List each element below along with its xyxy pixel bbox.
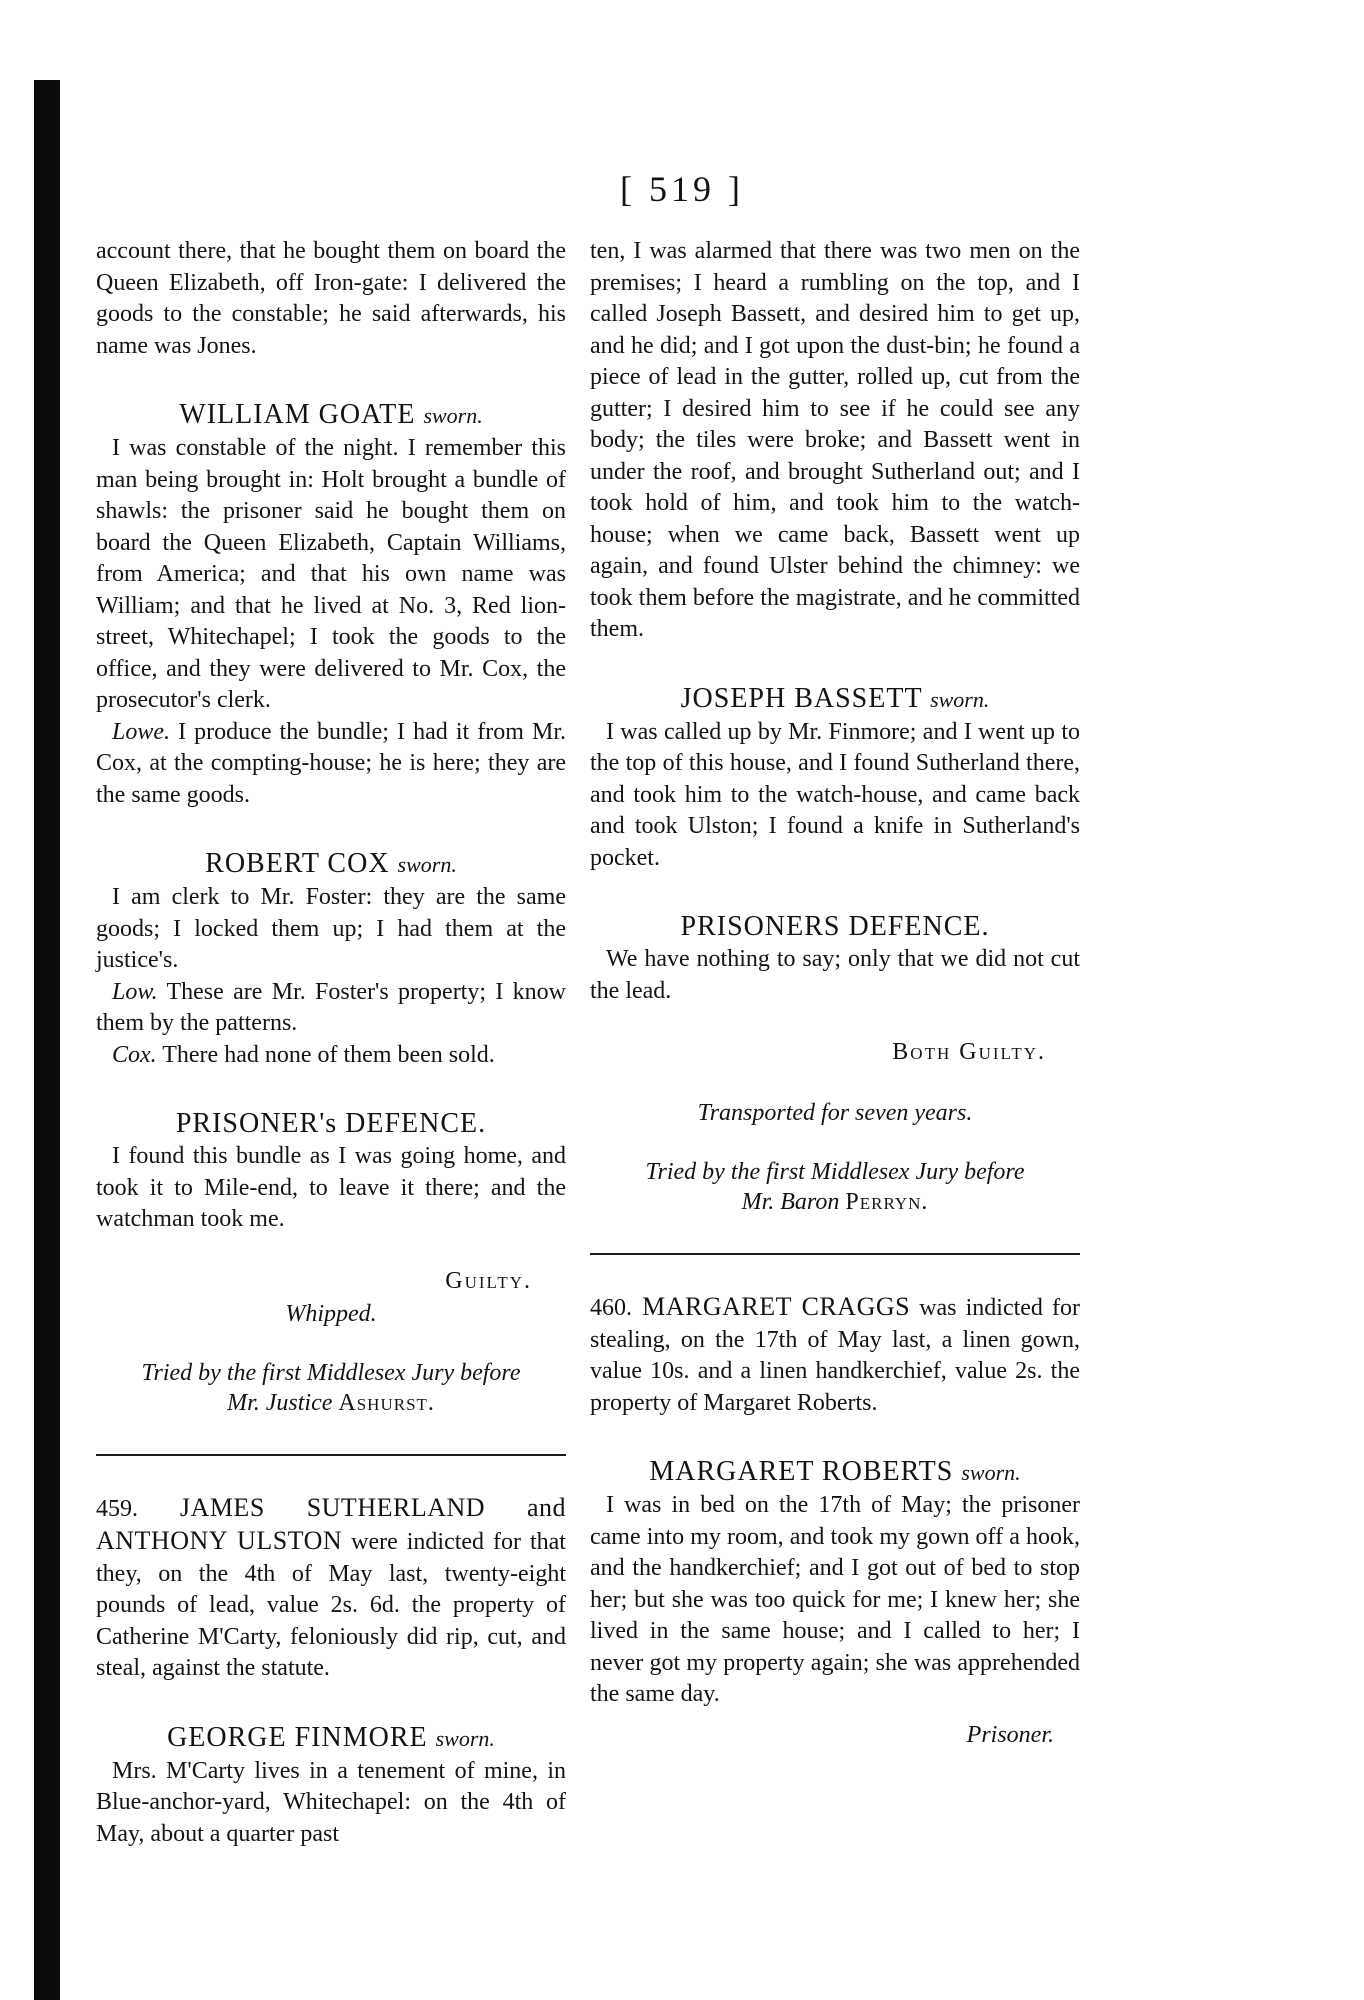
page-number: [ 519 ]: [620, 169, 744, 209]
speaker-label: Lowe.: [112, 718, 171, 745]
testimony-goate: I was constable of the night. I remember this man being brought in: Holt brought a bundle of shawls: the prisoner said he bought them on board the Queen Elizabeth, Captain Williams, from America; and that his own name was William; and that he lived at No. 3, Red lion-street, Whitechapel; I took the goods to the office, and they were delivered to Mr. Cox, the prosecutor's clerk.: [96, 435, 566, 713]
right-paragraph-1: ten, I was alarmed that there was two men on the premises; I heard a rumbling on the top, and I called Joseph Bassett, and desired him to get up, and he did; and I got upon the dust-bin; he found a piece of lead in the gutter, rolled up, cut from the gutter; I desired him to see if he could see any body; the tiles were broke; and Bassett went in under the roof, and brought Sutherland out; and I took hold of him, and took him to the watch-house; when we came back, Bassett went up again, and found Ulster behind the chimney: we took them before the magistrate, and he committed them.: [590, 238, 1080, 642]
prisoner-defence-text: I found this bundle as I was going home, and took it to Mile-end, to leave it there; and the watchman took me.: [96, 1143, 566, 1232]
sworn-label: sworn.: [930, 686, 990, 712]
right-column: [590, 236, 1080, 1751]
testimony-finmore: Mrs. M'Carty lives in a tenement of mine, in Blue-anchor-yard, Whitechapel: on the 4th of May, about a quarter past: [96, 1757, 566, 1847]
prisoner-defence-heading: PRISONER's DEFENCE.: [175, 1108, 487, 1139]
witness-heading-george-finmore: [96, 1721, 566, 1756]
witness-name: GEORGE FINMORE: [167, 1721, 428, 1753]
testimony-roberts: I was in bed on the 17th of May; the prisoner came into my room, and took my gown off a hook, and the handkerchief; and I got out of bed to stop her; but she was too quick for me; I knew her; she lived in the same house; and I called to her; I never got my property again; she was apprehended the same day.: [590, 1492, 1080, 1707]
witness-heading-william-goate: [96, 398, 566, 433]
catchword: Prisoner.: [966, 1721, 1054, 1748]
witness-heading-robert-cox: [96, 847, 566, 882]
sentence: Transported for seven years.: [697, 1100, 973, 1126]
defendant-names: MARGARET CRAGGS: [632, 1292, 911, 1321]
testimony-lowe: Lowe. I produce the bundle; I had it from Mr. Cox, at the compting-house; he is here; they are the same goods.: [96, 718, 566, 808]
case-number: 459.: [96, 1495, 138, 1522]
speaker-label: Low.: [112, 978, 158, 1005]
prisoners-defence-text: We have nothing to say; only that we did not cut the lead.: [590, 946, 1080, 1004]
verdict: Guilty.: [445, 1267, 532, 1294]
sworn-label: sworn.: [397, 852, 457, 877]
speaker-label: Cox.: [112, 1041, 157, 1068]
judge-name: Perryn.: [845, 1189, 929, 1215]
testimony-cox: I am clerk to Mr. Foster: they are the same goods; I locked them up; I had them at the justice's.: [96, 884, 566, 973]
witness-heading-joseph-bassett: [590, 682, 1080, 717]
case-459-indictment: 459. JAMES SUTHERLAND and ANTHONY ULSTON were indicted for that they, on the 4th of May last, twenty-eight pounds of lead, value 2s. 6d. the property of Catherine M'Carty, feloniously did rip, cut, and steal, against the statute.: [96, 1492, 566, 1681]
sworn-label: sworn.: [435, 1725, 495, 1751]
witness-name: ROBERT COX: [205, 848, 390, 879]
sworn-label: sworn.: [423, 403, 483, 428]
sworn-label: sworn.: [961, 1460, 1021, 1485]
testimony-cox-2: Cox. There had none of them been sold.: [112, 1041, 495, 1068]
book-spine-edge: [34, 80, 60, 2000]
tried-before-line-1: Tried by the first Middlesex Jury before: [141, 1359, 521, 1386]
judge-name: Ashurst.: [338, 1389, 435, 1416]
prisoners-defence-heading: PRISONERS DEFENCE.: [680, 911, 990, 942]
witness-name: WILLIAM GOATE: [179, 399, 416, 430]
testimony-bassett: I was called up by Mr. Finmore; and I went up to the top of this house, and I found Sutherland there, and took him to the watch-house, and came back and took Ulston; I found a knife in Sutherland's pocket.: [590, 718, 1080, 871]
tried-before-line-1: Tried by the first Middlesex Jury before: [645, 1159, 1025, 1185]
left-paragraph-1: account there, that he bought them on board the Queen Elizabeth, off Iron-gate: I delivered the goods to the constable; he said afterwards, his name was Jones.: [96, 238, 566, 359]
tried-before-line-2: Mr. Justice Ashurst.: [227, 1389, 435, 1416]
tried-before-line-2: Mr. Baron Perryn.: [741, 1189, 929, 1215]
testimony-low: Low. These are Mr. Foster's property; I know them by the patterns.: [96, 978, 566, 1036]
witness-name: JOSEPH BASSETT: [680, 682, 923, 714]
sentence: Whipped.: [285, 1300, 377, 1327]
case-460-indictment: 460. MARGARET CRAGGS was indicted for stealing, on the 17th of May last, a linen gown, value 10s. and a linen handkerchief, value 2s. the property of Margaret Roberts.: [590, 1292, 1080, 1416]
defendant-names: JAMES SUTHERLAND and ANTHONY ULSTON: [96, 1492, 566, 1555]
witness-heading-margaret-roberts: [590, 1455, 1080, 1490]
case-number: 460.: [590, 1295, 632, 1321]
verdict: Both Guilty.: [892, 1039, 1046, 1065]
left-column: [96, 236, 566, 1850]
witness-name: MARGARET ROBERTS: [649, 1456, 954, 1487]
